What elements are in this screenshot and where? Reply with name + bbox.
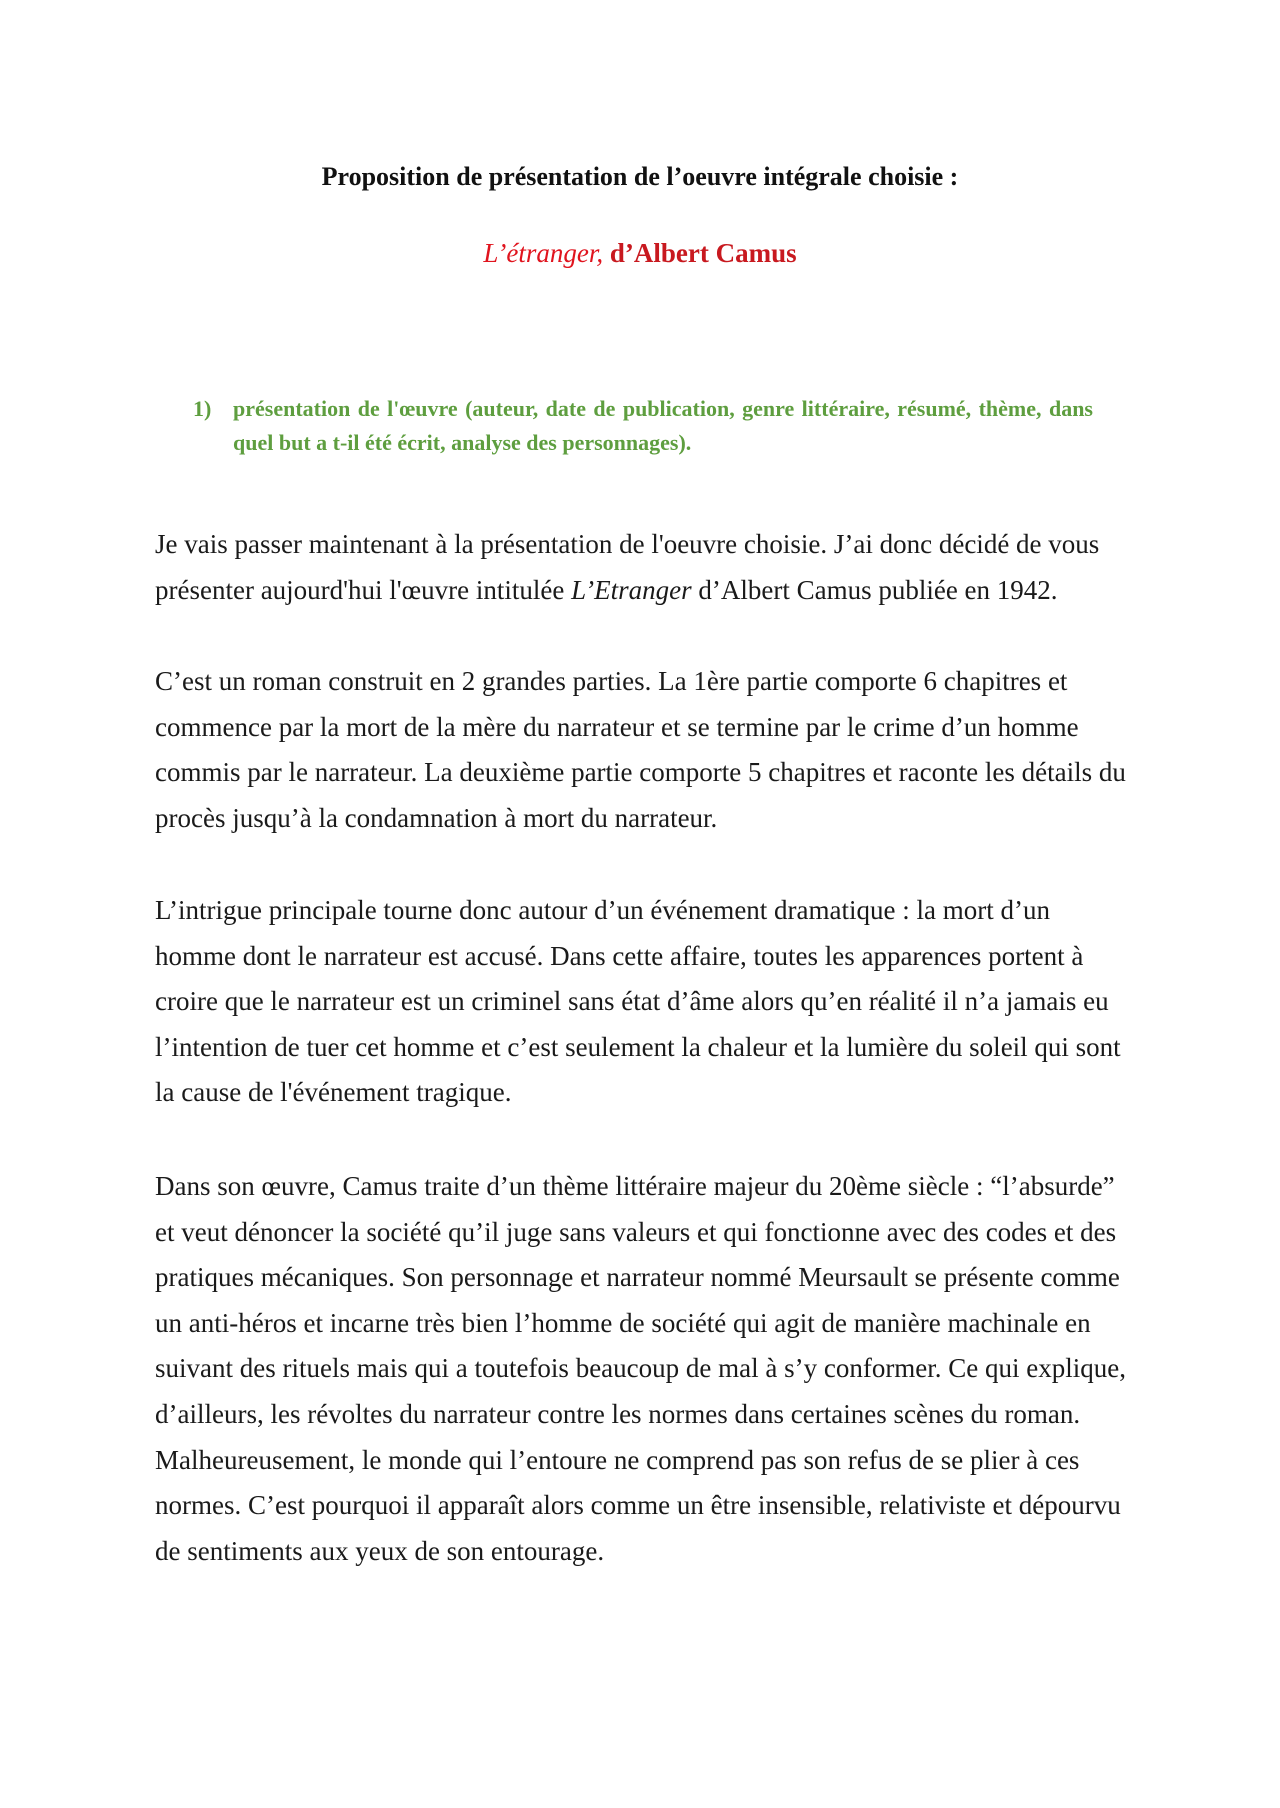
section-number: 1) bbox=[193, 396, 212, 421]
paragraph-4 bbox=[155, 1164, 1137, 1574]
paragraph-1-end: d’Albert Camus publiée en 1942. bbox=[691, 574, 1058, 605]
document-subtitle bbox=[0, 236, 1280, 270]
section-heading-text: présentation de l'œuvre (auteur, date de publication, genre littéraire, résumé, thème, dans quel but a t-il été écrit, analyse des personnages). bbox=[233, 396, 1093, 455]
paragraph-2 bbox=[155, 659, 1137, 841]
paragraph-1-start: Je vais passer maintenant à la présentation de l'oeuvre choisie. J’ai donc décidé de vous présenter aujourd'hui l'œuvre intitulée bbox=[155, 529, 1100, 605]
book-title: L’étranger, bbox=[483, 238, 604, 268]
paragraph-4-text: Dans son œuvre, Camus traite d’un thème littéraire majeur du 20ème siècle : “l’absurde” et veut dénoncer la société qu’il juge sans valeurs et qui fonctionne avec des codes et des pratiques mécaniques. Son personnage et narrateur nommé Meursault se présente comme un anti-héros et incarne très bien l’homme de société qui agit de manière machinale en suivant des rituels mais qui a toutefois beaucoup de mal à s’y conformer. Ce qui explique, d’ailleurs, les révoltes du narrateur contre les normes dans certaines scènes du roman. Malheureusement, le monde qui l’entoure ne comprend pas son refus de se plier à ces normes. C’est pourquoi il apparaît alors comme un être insensible, relativiste et dépourvu de sentiments aux yeux de son entourage. bbox=[155, 1171, 1127, 1566]
paragraph-3 bbox=[155, 888, 1137, 1116]
paragraph-1 bbox=[155, 522, 1137, 613]
book-author: d’Albert Camus bbox=[603, 238, 797, 268]
paragraph-3-text: L’intrigue principale tourne donc autour d’un événement dramatique : la mort d’un homme dont le narrateur est accusé. Dans cette affaire, toutes les apparences portent à croire que le narrateur est un criminel sans état d’âme alors qu’en réalité il n’a jamais eu l’intention de tuer cet homme et c’est seulement la chaleur et la lumière du soleil qui sont la cause de l'événement tragique. bbox=[155, 895, 1121, 1108]
document-title: Proposition de présentation de l’oeuvre intégrale choisie : bbox=[321, 162, 959, 191]
paragraph-2-text: C’est un roman construit en 2 grandes parties. La 1ère partie comporte 6 chapitres et commence par la mort de la mère du narrateur et se termine par le crime d’un homme commis par le narrateur. La deuxième partie comporte 5 chapitres et raconte les détails du procès jusqu’à la condamnation à mort du narrateur. bbox=[155, 666, 1126, 833]
paragraph-1-book-title: L’Etranger bbox=[571, 574, 692, 605]
section-heading bbox=[193, 392, 1093, 460]
